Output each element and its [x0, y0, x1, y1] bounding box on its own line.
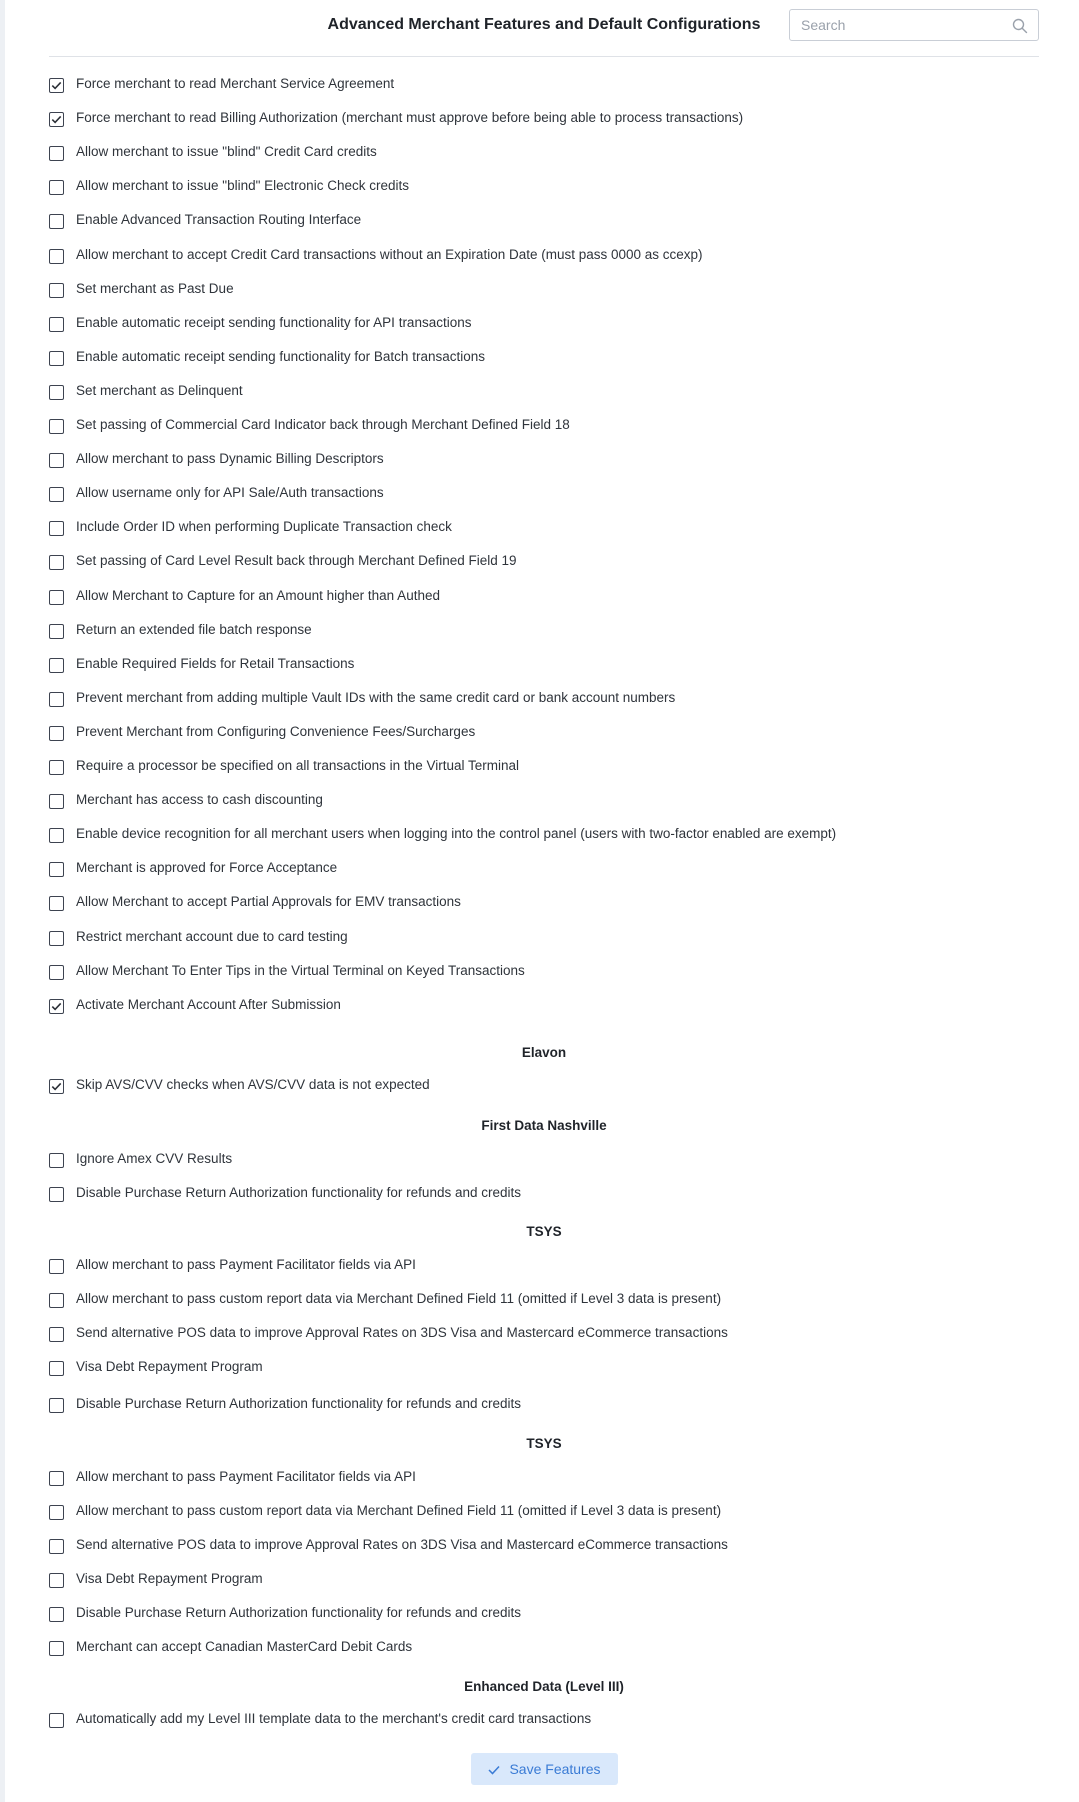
option-checkbox[interactable] — [49, 1471, 64, 1486]
option-row-s2-2[interactable] — [49, 1321, 1029, 1347]
option-checkbox[interactable] — [49, 828, 64, 843]
option-label: Include Order ID when performing Duplicate Transaction check — [76, 519, 452, 534]
option-checkbox[interactable] — [49, 112, 64, 127]
section-heading: Enhanced Data (Level III) — [464, 1679, 624, 1694]
option-row-general-1[interactable] — [49, 106, 1029, 132]
option-checkbox[interactable] — [49, 794, 64, 809]
option-row-s1-0[interactable] — [49, 1147, 1029, 1173]
search-icon[interactable] — [1012, 18, 1028, 34]
option-label: Allow username only for API Sale/Auth transactions — [76, 485, 384, 500]
section-heading: TSYS — [526, 1436, 562, 1451]
option-checkbox[interactable] — [49, 249, 64, 264]
option-label: Disable Purchase Return Authorization functionality for refunds and credits — [76, 1396, 521, 1411]
option-checkbox[interactable] — [49, 78, 64, 93]
option-checkbox[interactable] — [49, 590, 64, 605]
option-row-general-3[interactable] — [49, 174, 1029, 200]
option-row-s3-2[interactable] — [49, 1533, 1029, 1559]
option-label: Disable Purchase Return Authorization functionality for refunds and credits — [76, 1185, 521, 1200]
option-checkbox[interactable] — [49, 896, 64, 911]
section-heading: Elavon — [521, 1045, 567, 1060]
option-checkbox[interactable] — [49, 692, 64, 707]
option-label: Send alternative POS data to improve Approval Rates on 3DS Visa and Mastercard eCommerce transactions — [76, 1537, 728, 1552]
option-row-general-18[interactable] — [49, 686, 1029, 712]
checkmark-icon — [50, 113, 63, 126]
option-row-s2-0[interactable] — [49, 1253, 1029, 1279]
option-checkbox[interactable] — [49, 726, 64, 741]
option-label: Merchant is approved for Force Acceptance — [76, 860, 338, 875]
option-label: Force merchant to read Merchant Service Agreement — [76, 76, 395, 91]
option-label: Merchant can accept Canadian MasterCard Debit Cards — [76, 1639, 413, 1654]
section-heading: TSYS — [526, 1224, 562, 1239]
option-label: Visa Debt Repayment Program — [76, 1359, 263, 1374]
option-checkbox[interactable] — [49, 999, 64, 1014]
option-label: Prevent Merchant from Configuring Convenience Fees/Surcharges — [76, 724, 476, 739]
option-row-general-9[interactable] — [49, 379, 1029, 405]
option-row-s3-0[interactable] — [49, 1465, 1029, 1491]
option-label: Restrict merchant account due to card testing — [76, 929, 348, 944]
option-checkbox[interactable] — [49, 1361, 64, 1376]
option-row-s2-4[interactable] — [49, 1392, 1029, 1418]
option-label: Ignore Amex CVV Results — [76, 1151, 233, 1166]
option-label: Enable automatic receipt sending functionality for API transactions — [76, 315, 472, 330]
option-checkbox[interactable] — [49, 419, 64, 434]
option-checkbox[interactable] — [49, 555, 64, 570]
option-checkbox[interactable] — [49, 1573, 64, 1588]
option-row-general-17[interactable] — [49, 652, 1029, 678]
save-features-label: Save Features — [509, 1761, 601, 1777]
option-label: Allow merchant to pass Payment Facilitator fields via API — [76, 1257, 416, 1272]
option-row-general-16[interactable] — [49, 618, 1029, 644]
option-checkbox[interactable] — [49, 1153, 64, 1168]
option-row-s4-0[interactable] — [49, 1707, 1029, 1733]
option-checkbox[interactable] — [49, 965, 64, 980]
option-checkbox[interactable] — [49, 1079, 64, 1094]
option-checkbox[interactable] — [49, 1398, 64, 1413]
option-row-s3-3[interactable] — [49, 1567, 1029, 1593]
option-checkbox[interactable] — [49, 283, 64, 298]
option-label: Set passing of Commercial Card Indicator back through Merchant Defined Field 18 — [76, 417, 570, 432]
option-checkbox[interactable] — [49, 624, 64, 639]
panel-header — [49, 0, 1039, 57]
option-row-general-10[interactable] — [49, 413, 1029, 439]
option-row-s3-4[interactable] — [49, 1601, 1029, 1627]
option-checkbox[interactable] — [49, 214, 64, 229]
option-label: Merchant has access to cash discounting — [76, 792, 323, 807]
option-checkbox[interactable] — [49, 180, 64, 195]
option-checkbox[interactable] — [49, 1187, 64, 1202]
option-label: Enable device recognition for all merchant users when logging into the control panel (users with two-factor enabled are exempt) — [76, 826, 837, 841]
option-row-s1-1[interactable] — [49, 1181, 1029, 1207]
option-label: Visa Debt Repayment Program — [76, 1571, 263, 1586]
option-label: Allow merchant to pass custom report data via Merchant Defined Field 11 (omitted if Level 3 data is present) — [76, 1503, 722, 1518]
option-label: Activate Merchant Account After Submission — [76, 997, 341, 1012]
option-checkbox[interactable] — [49, 1607, 64, 1622]
search-box[interactable] — [789, 9, 1039, 41]
features-panel — [5, 0, 1079, 1802]
option-checkbox[interactable] — [49, 1641, 64, 1656]
option-checkbox[interactable] — [49, 1539, 64, 1554]
option-row-general-22[interactable] — [49, 822, 1029, 848]
option-checkbox[interactable] — [49, 351, 64, 366]
option-checkbox[interactable] — [49, 487, 64, 502]
option-row-general-4[interactable] — [49, 208, 1029, 234]
option-label: Allow Merchant To Enter Tips in the Virtual Terminal on Keyed Transactions — [76, 963, 525, 978]
option-label: Send alternative POS data to improve Approval Rates on 3DS Visa and Mastercard eCommerce transactions — [76, 1325, 728, 1340]
option-label: Force merchant to read Billing Authorization (merchant must approve before being able to process transactions) — [76, 110, 744, 125]
option-checkbox[interactable] — [49, 521, 64, 536]
option-row-general-21[interactable] — [49, 788, 1029, 814]
option-row-general-26[interactable] — [49, 959, 1029, 985]
option-label: Allow merchant to pass Payment Facilitator fields via API — [76, 1469, 416, 1484]
page-title: Advanced Merchant Features and Default Configurations — [327, 16, 761, 33]
option-label: Prevent merchant from adding multiple Vault IDs with the same credit card or bank account numbers — [76, 690, 676, 705]
option-checkbox[interactable] — [49, 317, 64, 332]
option-row-s2-1[interactable] — [49, 1287, 1029, 1313]
option-row-general-7[interactable] — [49, 311, 1029, 337]
option-row-general-8[interactable] — [49, 345, 1029, 371]
option-row-s3-5[interactable] — [49, 1635, 1029, 1661]
save-features-button[interactable] — [471, 1753, 618, 1785]
search-input[interactable] — [801, 16, 1001, 34]
option-row-general-23[interactable] — [49, 856, 1029, 882]
option-checkbox[interactable] — [49, 931, 64, 946]
option-row-general-27[interactable] — [49, 993, 1029, 1019]
checkmark-icon — [50, 1000, 63, 1013]
option-row-general-0[interactable] — [49, 72, 1029, 98]
option-checkbox[interactable] — [49, 385, 64, 400]
checkmark-icon — [50, 79, 63, 92]
option-row-general-19[interactable] — [49, 720, 1029, 746]
option-row-general-20[interactable] — [49, 754, 1029, 780]
option-checkbox[interactable] — [49, 453, 64, 468]
option-row-s0-0[interactable] — [49, 1073, 1029, 1099]
option-row-general-13[interactable] — [49, 515, 1029, 541]
option-row-general-2[interactable] — [49, 140, 1029, 166]
option-label: Disable Purchase Return Authorization functionality for refunds and credits — [76, 1605, 521, 1620]
check-icon — [488, 1765, 500, 1775]
option-checkbox[interactable] — [49, 1713, 64, 1728]
option-row-general-5[interactable] — [49, 243, 1029, 269]
option-checkbox[interactable] — [49, 760, 64, 775]
option-label: Allow merchant to pass custom report data via Merchant Defined Field 11 (omitted if Level 3 data is present) — [76, 1291, 722, 1306]
option-checkbox[interactable] — [49, 1259, 64, 1274]
option-row-general-12[interactable] — [49, 481, 1029, 507]
option-row-general-14[interactable] — [49, 549, 1029, 575]
option-row-s2-3[interactable] — [49, 1355, 1029, 1381]
option-label: Allow merchant to accept Credit Card transactions without an Expiration Date (must pass 0000 as ccexp) — [76, 247, 703, 262]
option-label: Enable Required Fields for Retail Transactions — [76, 656, 355, 671]
option-label: Set merchant as Past Due — [76, 281, 234, 296]
option-checkbox[interactable] — [49, 1293, 64, 1308]
option-label: Return an extended file batch response — [76, 622, 312, 637]
option-row-general-11[interactable] — [49, 447, 1029, 473]
option-label: Skip AVS/CVV checks when AVS/CVV data is not expected — [76, 1077, 430, 1092]
option-checkbox[interactable] — [49, 1327, 64, 1342]
option-label: Require a processor be specified on all transactions in the Virtual Terminal — [76, 758, 519, 773]
option-label: Allow Merchant to Capture for an Amount higher than Authed — [76, 588, 440, 603]
option-label: Allow merchant to issue "blind" Electronic Check credits — [76, 178, 409, 193]
option-row-general-25[interactable] — [49, 925, 1029, 951]
option-row-general-15[interactable] — [49, 584, 1029, 610]
option-row-general-24[interactable] — [49, 890, 1029, 916]
option-row-general-6[interactable] — [49, 277, 1029, 303]
option-checkbox[interactable] — [49, 658, 64, 673]
option-label: Allow Merchant to accept Partial Approvals for EMV transactions — [76, 894, 461, 909]
section-heading: First Data Nashville — [481, 1118, 607, 1133]
option-checkbox[interactable] — [49, 862, 64, 877]
option-label: Allow merchant to issue "blind" Credit Card credits — [76, 144, 377, 159]
option-label: Enable Advanced Transaction Routing Interface — [76, 212, 362, 227]
option-label: Set passing of Card Level Result back through Merchant Defined Field 19 — [76, 553, 517, 568]
option-label: Set merchant as Delinquent — [76, 383, 243, 398]
option-label: Allow merchant to pass Dynamic Billing Descriptors — [76, 451, 384, 466]
option-row-s3-1[interactable] — [49, 1499, 1029, 1525]
option-label: Automatically add my Level III template data to the merchant's credit card transactions — [76, 1711, 592, 1726]
option-label: Enable automatic receipt sending functionality for Batch transactions — [76, 349, 485, 364]
option-checkbox[interactable] — [49, 146, 64, 161]
option-checkbox[interactable] — [49, 1505, 64, 1520]
checkmark-icon — [50, 1080, 63, 1093]
